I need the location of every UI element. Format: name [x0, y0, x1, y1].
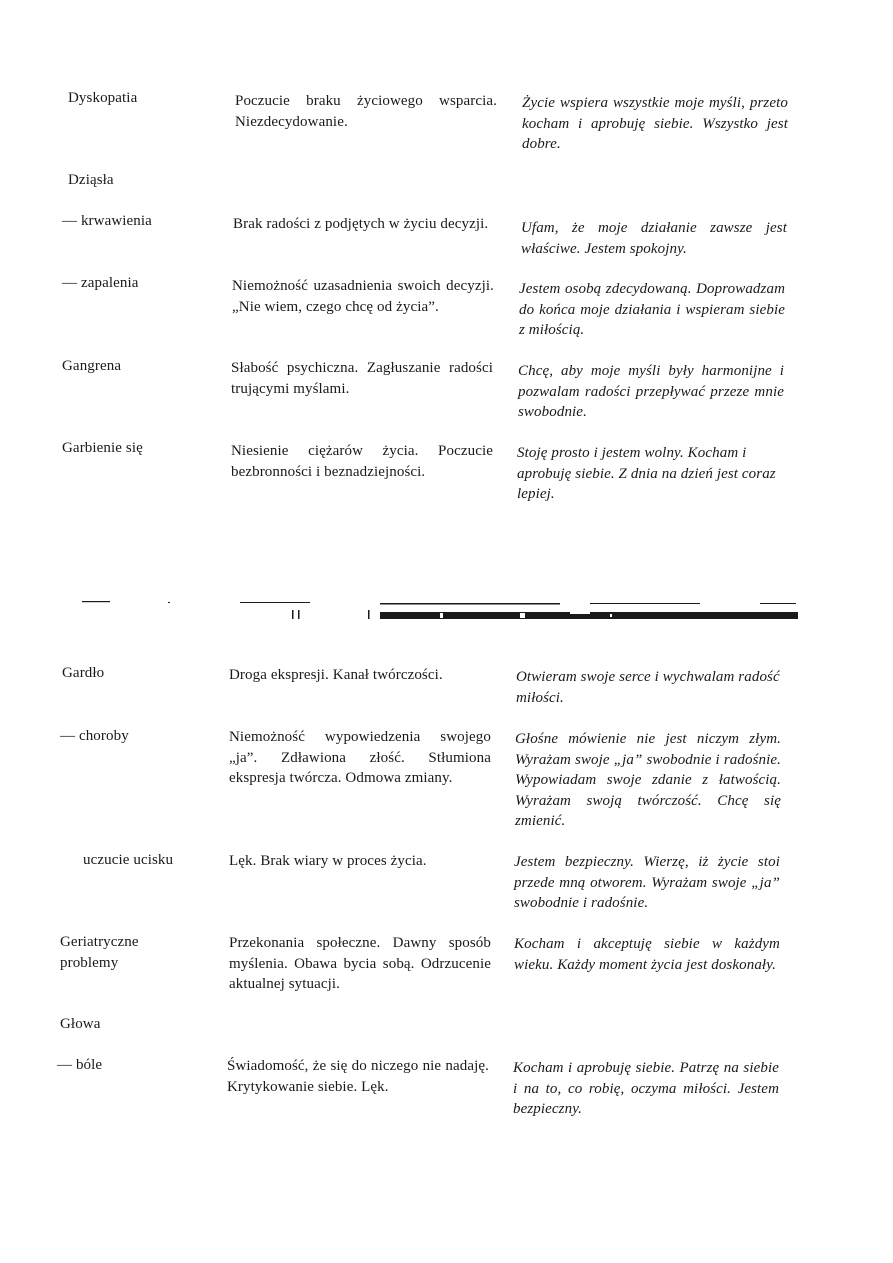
term-gardlo: Gardło: [62, 665, 105, 681]
affirmation-gangrena: Chcę, aby moje myśli były harmonijne i pozwalam radości przepływać przeze mnie swobodnie.: [518, 363, 784, 420]
affirmation-choroby: Głośne mówienie nie jest niczym złym. Wyrażam swoje „ja” swobodnie i radośnie. Wypowiadam swoje zdanie z łatwością. Wyrażam swoją twórczość. Chcę się zmienić.: [515, 731, 781, 829]
cause-gangrena: Słabość psychiczna. Zagłuszanie radości trującymi myślami.: [231, 360, 493, 397]
term-dziasla: Dziąsła: [68, 172, 114, 188]
affirmation-garbienie: Stoję prosto i jestem wolny. Kocham i aprobuję siebie. Z dnia na dzień jest coraz lepiej.: [517, 445, 776, 502]
term-dyskopatia: Dyskopatia: [68, 90, 138, 106]
cause-choroby: Niemożność wypowiedzenia swojego „ja”. Zdławiona złość. Stłumiona ekspresja twórcza. Odmowa zmiany.: [229, 729, 491, 786]
affirmation-zapalenia: Jestem osobą zdecydowaną. Doprowadzam do końca moje działania i wspieram siebie z miłością.: [519, 281, 785, 338]
term-choroby: — choroby: [60, 728, 129, 744]
cause-dyskopatia: Poczucie braku życiowego wsparcia. Niezdecydowanie.: [235, 93, 497, 130]
affirmation-uczucie-ucisku: Jestem bezpieczny. Wierzę, iż życie stoi przede mną otworem. Wyrażam swoje „ja” swobodnie i radośnie.: [514, 854, 780, 911]
cause-gardlo: Droga ekspresji. Kanał twórczości.: [229, 667, 443, 683]
term-krwawienia: — krwawienia: [62, 213, 152, 229]
cause-krwawienia: Brak radości z podjętych w życiu decyzji.: [233, 216, 489, 232]
page-break-scan-artifact: [0, 590, 893, 630]
term-glowa: Głowa: [60, 1016, 101, 1032]
term-gangrena: Gangrena: [62, 358, 122, 374]
cause-garbienie: Niesienie ciężarów życia. Poczucie bezbronności i beznadziejności.: [231, 443, 493, 480]
affirmation-bole: Kocham i aprobuję siebie. Patrzę na siebie i na to, co robię, oczyma miłości. Jestem bezpieczny.: [513, 1060, 779, 1117]
affirmation-krwawienia: Ufam, że moje działanie zawsze jest właściwe. Jestem spokojny.: [521, 220, 787, 257]
cause-bole: Świadomość, że się do niczego nie nadaję. Krytykowanie siebie. Lęk.: [227, 1058, 489, 1095]
cause-geriatryczne: Przekonania społeczne. Dawny sposób myślenia. Obawa bycia sobą. Odrzucenie aktualnej sytuacji.: [229, 935, 491, 992]
term-bole: — bóle: [57, 1057, 103, 1073]
cause-uczucie-ucisku: Lęk. Brak wiary w proces życia.: [229, 853, 427, 869]
affirmation-gardlo: Otwieram swoje serce i wychwalam radość miłości.: [516, 669, 780, 706]
affirmation-geriatryczne: Kocham i akceptuję siebie w każdym wieku. Każdy moment życia jest doskonały.: [514, 936, 780, 973]
affirmation-dyskopatia: Życie wspiera wszystkie moje myśli, przeto kocham i aprobuję siebie. Wszystko jest dobre.: [522, 95, 788, 152]
term-uczucie-ucisku: uczucie ucisku: [83, 852, 174, 868]
term-geriatryczne: Geriatryczne problemy: [60, 934, 139, 971]
cause-zapalenia: Niemożność uzasadnienia swoich decyzji. „Nie wiem, czego chcę od życia”.: [232, 278, 494, 315]
term-garbienie: Garbienie się: [62, 440, 143, 456]
term-zapalenia: — zapalenia: [62, 275, 139, 291]
